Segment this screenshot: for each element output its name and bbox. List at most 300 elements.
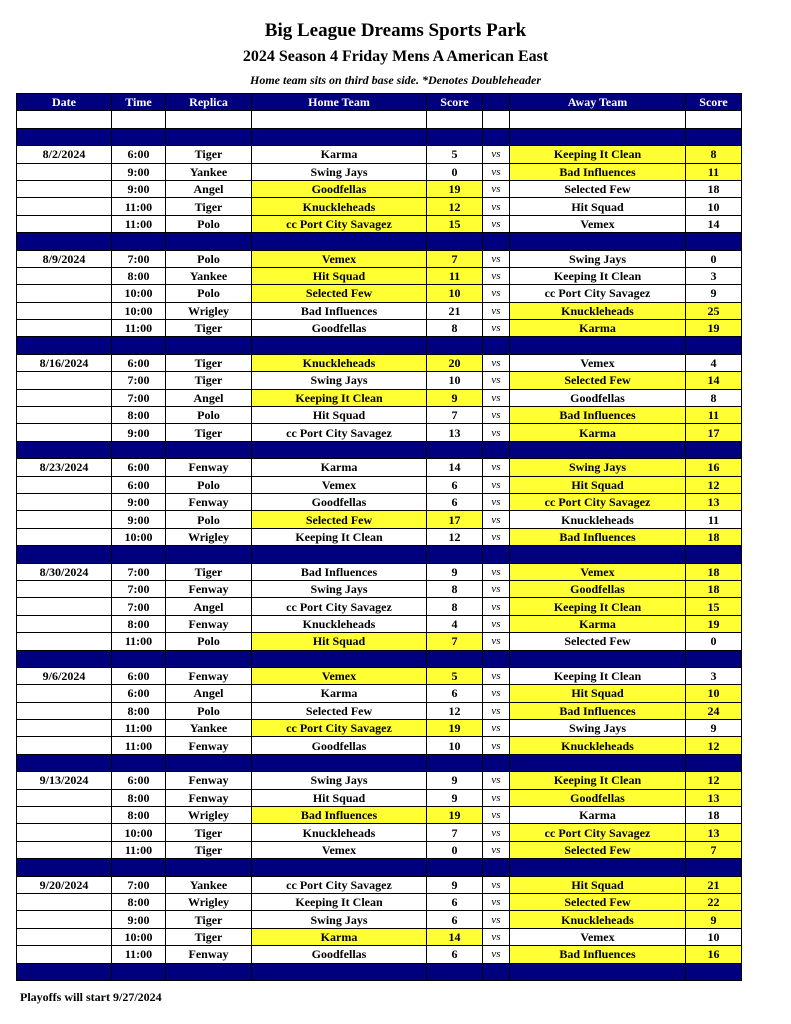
replica-cell: Tiger bbox=[166, 320, 252, 337]
home-team-cell: Swing Jays bbox=[252, 580, 427, 597]
empty-cell bbox=[483, 650, 510, 667]
away-team-cell: cc Port City Savagez bbox=[510, 285, 686, 302]
home-team-cell: Bad Influences bbox=[252, 563, 427, 580]
game-row bbox=[17, 476, 742, 493]
away-score-cell: 13 bbox=[686, 493, 742, 510]
game-row bbox=[17, 250, 742, 267]
empty-cell bbox=[686, 337, 742, 354]
home-team-cell: cc Port City Savagez bbox=[252, 598, 427, 615]
game-row bbox=[17, 528, 742, 545]
date-cell: 9/6/2024 bbox=[17, 667, 112, 684]
separator-row bbox=[17, 963, 742, 980]
replica-cell: Fenway bbox=[166, 737, 252, 754]
home-score-cell: 13 bbox=[427, 424, 483, 441]
date-cell bbox=[17, 737, 112, 754]
separator-row bbox=[17, 128, 742, 145]
empty-cell bbox=[252, 337, 427, 354]
vs-cell: vs bbox=[483, 737, 510, 754]
home-team-cell: Swing Jays bbox=[252, 372, 427, 389]
empty-cell bbox=[112, 111, 166, 128]
home-team-cell: Vemex bbox=[252, 476, 427, 493]
vs-cell: vs bbox=[483, 372, 510, 389]
replica-cell: Tiger bbox=[166, 824, 252, 841]
home-team-cell: cc Port City Savagez bbox=[252, 424, 427, 441]
away-score-cell: 16 bbox=[686, 946, 742, 963]
date-cell bbox=[17, 285, 112, 302]
empty-cell bbox=[252, 754, 427, 771]
empty-cell bbox=[686, 441, 742, 458]
home-score-cell: 5 bbox=[427, 667, 483, 684]
empty-cell bbox=[112, 337, 166, 354]
game-row bbox=[17, 267, 742, 284]
time-cell: 10:00 bbox=[112, 928, 166, 945]
replica-cell: Tiger bbox=[166, 372, 252, 389]
home-score-cell: 7 bbox=[427, 824, 483, 841]
away-team-cell: Goodfellas bbox=[510, 580, 686, 597]
time-cell: 6:00 bbox=[112, 667, 166, 684]
home-team-cell: Keeping It Clean bbox=[252, 893, 427, 910]
home-score-cell: 17 bbox=[427, 511, 483, 528]
empty-cell bbox=[427, 111, 483, 128]
time-cell: 11:00 bbox=[112, 737, 166, 754]
home-score-cell: 5 bbox=[427, 146, 483, 163]
col-time: Time bbox=[112, 94, 166, 111]
empty-cell bbox=[112, 754, 166, 771]
col-home-score: Score bbox=[427, 94, 483, 111]
empty-cell bbox=[510, 754, 686, 771]
separator-row bbox=[17, 233, 742, 250]
away-team-cell: Bad Influences bbox=[510, 702, 686, 719]
game-row bbox=[17, 407, 742, 424]
vs-cell: vs bbox=[483, 389, 510, 406]
away-team-cell: Knuckleheads bbox=[510, 737, 686, 754]
separator-row bbox=[17, 859, 742, 876]
replica-cell: Yankee bbox=[166, 720, 252, 737]
empty-cell bbox=[166, 859, 252, 876]
empty-cell bbox=[17, 859, 112, 876]
replica-cell: Wrigley bbox=[166, 528, 252, 545]
home-score-cell: 6 bbox=[427, 893, 483, 910]
replica-cell: Polo bbox=[166, 476, 252, 493]
time-cell: 8:00 bbox=[112, 615, 166, 632]
away-team-cell: Knuckleheads bbox=[510, 911, 686, 928]
date-cell bbox=[17, 528, 112, 545]
time-cell: 10:00 bbox=[112, 824, 166, 841]
replica-cell: Yankee bbox=[166, 163, 252, 180]
empty-cell bbox=[252, 111, 427, 128]
away-team-cell: Karma bbox=[510, 320, 686, 337]
replica-cell: Polo bbox=[166, 215, 252, 232]
separator-row bbox=[17, 441, 742, 458]
time-cell: 9:00 bbox=[112, 180, 166, 197]
date-cell bbox=[17, 424, 112, 441]
empty-cell bbox=[510, 963, 686, 980]
date-cell bbox=[17, 824, 112, 841]
empty-cell bbox=[483, 546, 510, 563]
away-team-cell: Vemex bbox=[510, 928, 686, 945]
home-team-cell: Goodfellas bbox=[252, 737, 427, 754]
away-team-cell: Swing Jays bbox=[510, 459, 686, 476]
empty-cell bbox=[17, 963, 112, 980]
replica-cell: Polo bbox=[166, 633, 252, 650]
away-team-cell: Vemex bbox=[510, 563, 686, 580]
home-score-cell: 12 bbox=[427, 702, 483, 719]
game-row bbox=[17, 598, 742, 615]
vs-cell: vs bbox=[483, 285, 510, 302]
time-cell: 11:00 bbox=[112, 841, 166, 858]
schedule-body bbox=[17, 111, 742, 981]
home-team-cell: cc Port City Savagez bbox=[252, 215, 427, 232]
vs-cell: vs bbox=[483, 215, 510, 232]
away-team-cell: cc Port City Savagez bbox=[510, 824, 686, 841]
vs-cell: vs bbox=[483, 198, 510, 215]
home-score-cell: 9 bbox=[427, 876, 483, 893]
home-team-cell: Karma bbox=[252, 928, 427, 945]
game-row bbox=[17, 911, 742, 928]
away-score-cell: 0 bbox=[686, 633, 742, 650]
time-cell: 11:00 bbox=[112, 198, 166, 215]
game-row bbox=[17, 389, 742, 406]
away-score-cell: 10 bbox=[686, 928, 742, 945]
schedule-table bbox=[16, 93, 742, 981]
empty-cell bbox=[427, 337, 483, 354]
game-row bbox=[17, 198, 742, 215]
vs-cell: vs bbox=[483, 720, 510, 737]
home-score-cell: 6 bbox=[427, 493, 483, 510]
time-cell: 9:00 bbox=[112, 493, 166, 510]
game-row bbox=[17, 772, 742, 789]
empty-cell bbox=[510, 128, 686, 145]
date-cell bbox=[17, 493, 112, 510]
away-score-cell: 25 bbox=[686, 302, 742, 319]
replica-cell: Tiger bbox=[166, 911, 252, 928]
away-score-cell: 17 bbox=[686, 424, 742, 441]
time-cell: 7:00 bbox=[112, 563, 166, 580]
away-team-cell: Knuckleheads bbox=[510, 511, 686, 528]
empty-cell bbox=[483, 754, 510, 771]
vs-cell: vs bbox=[483, 685, 510, 702]
col-date: Date bbox=[17, 94, 112, 111]
away-team-cell: Karma bbox=[510, 807, 686, 824]
replica-cell: Polo bbox=[166, 285, 252, 302]
game-row bbox=[17, 580, 742, 597]
empty-cell bbox=[510, 859, 686, 876]
time-cell: 7:00 bbox=[112, 250, 166, 267]
away-team-cell: Knuckleheads bbox=[510, 302, 686, 319]
empty-cell bbox=[17, 233, 112, 250]
empty-cell bbox=[166, 233, 252, 250]
time-cell: 11:00 bbox=[112, 946, 166, 963]
empty-cell bbox=[112, 650, 166, 667]
home-score-cell: 14 bbox=[427, 928, 483, 945]
replica-cell: Angel bbox=[166, 685, 252, 702]
time-cell: 6:00 bbox=[112, 459, 166, 476]
empty-cell bbox=[112, 441, 166, 458]
empty-cell bbox=[483, 963, 510, 980]
replica-cell: Tiger bbox=[166, 198, 252, 215]
away-score-cell: 3 bbox=[686, 667, 742, 684]
away-team-cell: Selected Few bbox=[510, 372, 686, 389]
home-score-cell: 6 bbox=[427, 946, 483, 963]
game-row bbox=[17, 928, 742, 945]
home-score-cell: 19 bbox=[427, 180, 483, 197]
away-score-cell: 13 bbox=[686, 824, 742, 841]
empty-cell bbox=[166, 441, 252, 458]
away-score-cell: 0 bbox=[686, 250, 742, 267]
home-team-cell: Vemex bbox=[252, 841, 427, 858]
away-team-cell: Karma bbox=[510, 424, 686, 441]
vs-cell: vs bbox=[483, 928, 510, 945]
time-cell: 10:00 bbox=[112, 285, 166, 302]
replica-cell: Tiger bbox=[166, 928, 252, 945]
away-team-cell: Selected Few bbox=[510, 180, 686, 197]
date-cell bbox=[17, 928, 112, 945]
game-row bbox=[17, 285, 742, 302]
away-score-cell: 12 bbox=[686, 737, 742, 754]
replica-cell: Angel bbox=[166, 598, 252, 615]
vs-cell: vs bbox=[483, 615, 510, 632]
vs-cell: vs bbox=[483, 824, 510, 841]
game-row bbox=[17, 354, 742, 371]
time-cell: 10:00 bbox=[112, 302, 166, 319]
time-cell: 7:00 bbox=[112, 876, 166, 893]
empty-cell bbox=[686, 963, 742, 980]
game-row bbox=[17, 685, 742, 702]
home-team-cell: Selected Few bbox=[252, 511, 427, 528]
date-cell bbox=[17, 580, 112, 597]
vs-cell: vs bbox=[483, 424, 510, 441]
date-cell bbox=[17, 807, 112, 824]
replica-cell: Tiger bbox=[166, 563, 252, 580]
empty-cell bbox=[17, 650, 112, 667]
empty-cell bbox=[510, 441, 686, 458]
away-team-cell: Hit Squad bbox=[510, 876, 686, 893]
time-cell: 8:00 bbox=[112, 267, 166, 284]
empty-cell bbox=[483, 233, 510, 250]
home-team-cell: Bad Influences bbox=[252, 302, 427, 319]
empty-cell bbox=[166, 128, 252, 145]
time-cell: 9:00 bbox=[112, 911, 166, 928]
away-team-cell: Bad Influences bbox=[510, 163, 686, 180]
away-team-cell: Keeping It Clean bbox=[510, 667, 686, 684]
empty-cell bbox=[252, 128, 427, 145]
game-row bbox=[17, 807, 742, 824]
away-score-cell: 18 bbox=[686, 563, 742, 580]
away-team-cell: Selected Few bbox=[510, 893, 686, 910]
replica-cell: Tiger bbox=[166, 424, 252, 441]
time-cell: 7:00 bbox=[112, 389, 166, 406]
empty-cell bbox=[510, 337, 686, 354]
away-score-cell: 8 bbox=[686, 389, 742, 406]
date-cell bbox=[17, 893, 112, 910]
away-score-cell: 13 bbox=[686, 789, 742, 806]
away-score-cell: 10 bbox=[686, 685, 742, 702]
game-row bbox=[17, 215, 742, 232]
home-score-cell: 9 bbox=[427, 772, 483, 789]
game-row bbox=[17, 633, 742, 650]
away-score-cell: 18 bbox=[686, 180, 742, 197]
empty-cell bbox=[17, 111, 112, 128]
away-team-cell: Bad Influences bbox=[510, 528, 686, 545]
home-team-cell: Selected Few bbox=[252, 285, 427, 302]
home-score-cell: 6 bbox=[427, 911, 483, 928]
home-team-cell: Karma bbox=[252, 685, 427, 702]
time-cell: 8:00 bbox=[112, 789, 166, 806]
date-cell: 8/23/2024 bbox=[17, 459, 112, 476]
home-score-cell: 11 bbox=[427, 267, 483, 284]
vs-cell: vs bbox=[483, 841, 510, 858]
away-score-cell: 10 bbox=[686, 198, 742, 215]
empty-cell bbox=[686, 754, 742, 771]
away-team-cell: Goodfellas bbox=[510, 389, 686, 406]
home-team-cell: Swing Jays bbox=[252, 911, 427, 928]
time-cell: 9:00 bbox=[112, 511, 166, 528]
home-score-cell: 21 bbox=[427, 302, 483, 319]
game-row bbox=[17, 302, 742, 319]
empty-cell bbox=[483, 128, 510, 145]
game-row bbox=[17, 946, 742, 963]
replica-cell: Wrigley bbox=[166, 302, 252, 319]
home-score-cell: 7 bbox=[427, 250, 483, 267]
vs-cell: vs bbox=[483, 180, 510, 197]
col-away-team: Away Team bbox=[510, 94, 686, 111]
empty-cell bbox=[166, 111, 252, 128]
empty-cell bbox=[252, 650, 427, 667]
date-cell bbox=[17, 841, 112, 858]
col-replica: Replica bbox=[166, 94, 252, 111]
vs-cell: vs bbox=[483, 528, 510, 545]
date-cell bbox=[17, 598, 112, 615]
home-score-cell: 9 bbox=[427, 389, 483, 406]
vs-cell: vs bbox=[483, 511, 510, 528]
away-score-cell: 7 bbox=[686, 841, 742, 858]
date-cell: 9/13/2024 bbox=[17, 772, 112, 789]
away-team-cell: Goodfellas bbox=[510, 789, 686, 806]
home-score-cell: 19 bbox=[427, 720, 483, 737]
empty-cell bbox=[686, 111, 742, 128]
empty-cell bbox=[427, 754, 483, 771]
date-cell: 9/20/2024 bbox=[17, 876, 112, 893]
empty-cell bbox=[427, 546, 483, 563]
home-score-cell: 10 bbox=[427, 285, 483, 302]
empty-cell bbox=[112, 128, 166, 145]
away-team-cell: Swing Jays bbox=[510, 720, 686, 737]
home-team-cell: Knuckleheads bbox=[252, 615, 427, 632]
away-score-cell: 18 bbox=[686, 807, 742, 824]
time-cell: 6:00 bbox=[112, 772, 166, 789]
time-cell: 11:00 bbox=[112, 633, 166, 650]
home-score-cell: 7 bbox=[427, 633, 483, 650]
date-cell bbox=[17, 685, 112, 702]
date-cell bbox=[17, 267, 112, 284]
time-cell: 7:00 bbox=[112, 598, 166, 615]
empty-cell bbox=[483, 441, 510, 458]
empty-cell bbox=[483, 859, 510, 876]
home-team-cell: Karma bbox=[252, 146, 427, 163]
date-cell bbox=[17, 702, 112, 719]
home-team-cell: Goodfellas bbox=[252, 320, 427, 337]
home-team-cell: Hit Squad bbox=[252, 789, 427, 806]
empty-cell bbox=[17, 754, 112, 771]
replica-cell: Fenway bbox=[166, 493, 252, 510]
vs-cell: vs bbox=[483, 563, 510, 580]
time-cell: 6:00 bbox=[112, 685, 166, 702]
vs-cell: vs bbox=[483, 250, 510, 267]
away-score-cell: 9 bbox=[686, 285, 742, 302]
home-score-cell: 0 bbox=[427, 841, 483, 858]
col-vs bbox=[483, 94, 510, 111]
time-cell: 8:00 bbox=[112, 407, 166, 424]
away-score-cell: 21 bbox=[686, 876, 742, 893]
replica-cell: Fenway bbox=[166, 772, 252, 789]
col-away-score: Score bbox=[686, 94, 742, 111]
vs-cell: vs bbox=[483, 267, 510, 284]
empty-cell bbox=[252, 441, 427, 458]
time-cell: 10:00 bbox=[112, 528, 166, 545]
away-score-cell: 11 bbox=[686, 407, 742, 424]
date-cell bbox=[17, 163, 112, 180]
vs-cell: vs bbox=[483, 772, 510, 789]
home-team-cell: Selected Few bbox=[252, 702, 427, 719]
time-cell: 8:00 bbox=[112, 702, 166, 719]
home-score-cell: 9 bbox=[427, 789, 483, 806]
vs-cell: vs bbox=[483, 354, 510, 371]
game-row bbox=[17, 459, 742, 476]
replica-cell: Fenway bbox=[166, 789, 252, 806]
away-team-cell: Karma bbox=[510, 615, 686, 632]
empty-cell bbox=[252, 963, 427, 980]
away-team-cell: Keeping It Clean bbox=[510, 267, 686, 284]
home-score-cell: 15 bbox=[427, 215, 483, 232]
replica-cell: Fenway bbox=[166, 946, 252, 963]
game-row bbox=[17, 163, 742, 180]
away-team-cell: Keeping It Clean bbox=[510, 772, 686, 789]
home-team-cell: Goodfellas bbox=[252, 180, 427, 197]
home-team-cell: Goodfellas bbox=[252, 493, 427, 510]
empty-cell bbox=[427, 441, 483, 458]
vs-cell: vs bbox=[483, 789, 510, 806]
separator-row bbox=[17, 546, 742, 563]
replica-cell: Tiger bbox=[166, 841, 252, 858]
game-row bbox=[17, 424, 742, 441]
replica-cell: Yankee bbox=[166, 267, 252, 284]
empty-cell bbox=[427, 128, 483, 145]
time-cell: 7:00 bbox=[112, 372, 166, 389]
away-score-cell: 11 bbox=[686, 511, 742, 528]
replica-cell: Fenway bbox=[166, 667, 252, 684]
date-cell bbox=[17, 511, 112, 528]
home-score-cell: 8 bbox=[427, 598, 483, 615]
replica-cell: Fenway bbox=[166, 580, 252, 597]
date-cell bbox=[17, 389, 112, 406]
away-team-cell: Swing Jays bbox=[510, 250, 686, 267]
game-row bbox=[17, 702, 742, 719]
home-team-cell: Knuckleheads bbox=[252, 198, 427, 215]
time-cell: 6:00 bbox=[112, 354, 166, 371]
col-home-team: Home Team bbox=[252, 94, 427, 111]
replica-cell: Tiger bbox=[166, 354, 252, 371]
vs-cell: vs bbox=[483, 893, 510, 910]
vs-cell: vs bbox=[483, 598, 510, 615]
game-row bbox=[17, 893, 742, 910]
date-cell bbox=[17, 215, 112, 232]
date-cell bbox=[17, 946, 112, 963]
empty-cell bbox=[686, 546, 742, 563]
home-score-cell: 4 bbox=[427, 615, 483, 632]
vs-cell: vs bbox=[483, 146, 510, 163]
schedule-note: Home team sits on third base side. *Denotes Doubleheader bbox=[250, 73, 541, 87]
vs-cell: vs bbox=[483, 946, 510, 963]
